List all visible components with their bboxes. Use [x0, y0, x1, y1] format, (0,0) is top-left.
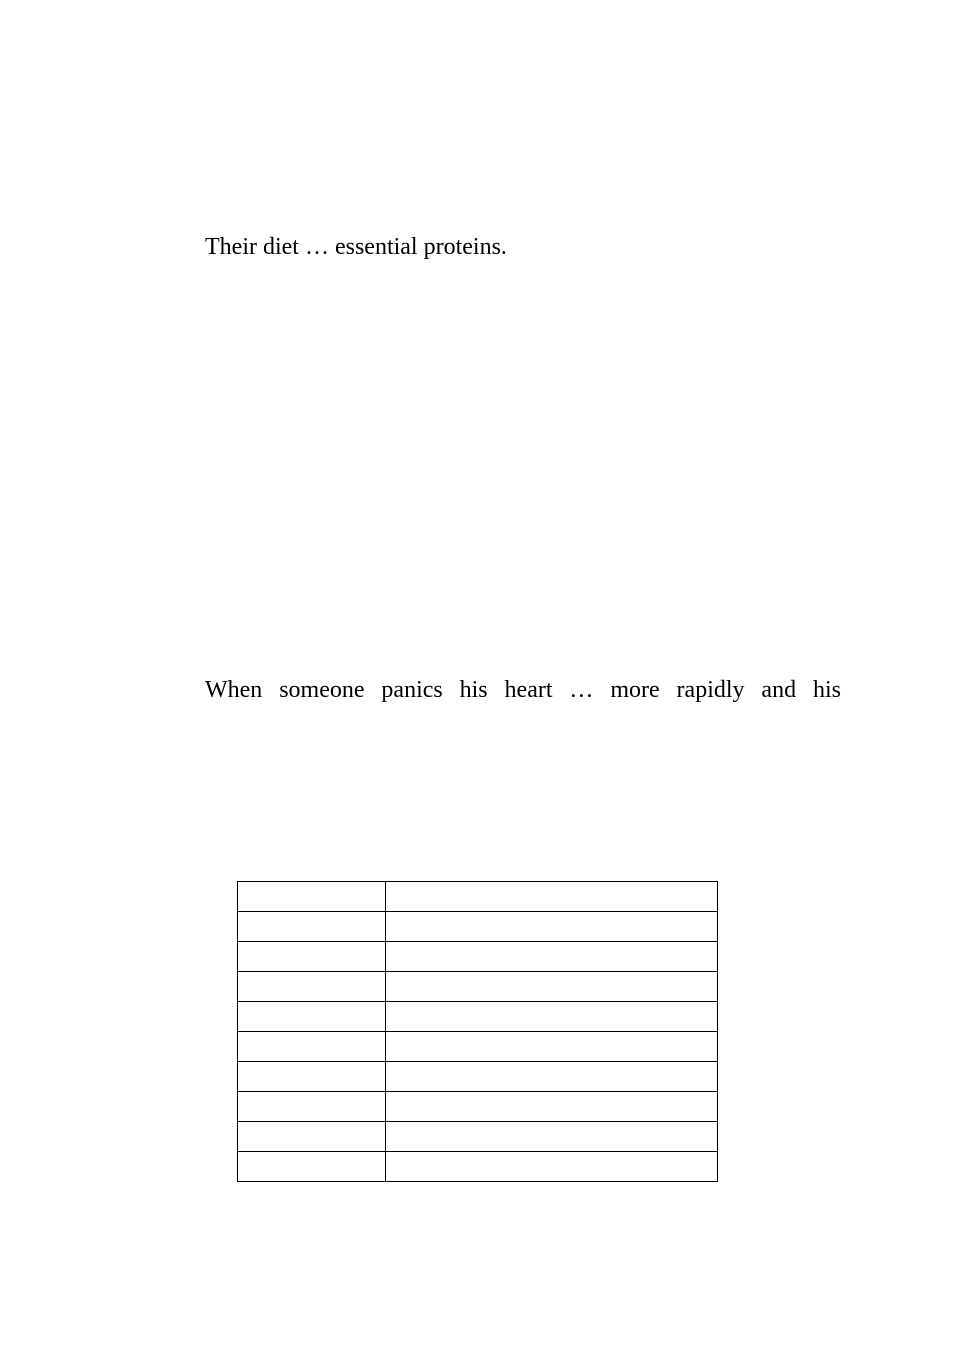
table-row	[238, 912, 718, 942]
table-cell	[386, 1062, 718, 1092]
table-row	[238, 942, 718, 972]
table-cell	[238, 882, 386, 912]
answer-table	[237, 881, 718, 1182]
table-cell	[238, 1122, 386, 1152]
table-cell	[386, 1122, 718, 1152]
table-row	[238, 972, 718, 1002]
table-cell	[238, 1062, 386, 1092]
table-cell	[238, 1092, 386, 1122]
table-cell	[238, 1002, 386, 1032]
table-cell	[238, 1032, 386, 1062]
table-cell	[386, 912, 718, 942]
table-cell	[386, 972, 718, 1002]
table-cell	[386, 1002, 718, 1032]
table-row	[238, 1092, 718, 1122]
table-cell	[238, 972, 386, 1002]
table-cell	[386, 1032, 718, 1062]
table-row	[238, 1062, 718, 1092]
table-row	[238, 1152, 718, 1182]
table-row	[238, 1032, 718, 1062]
table-row	[238, 882, 718, 912]
table-cell	[386, 882, 718, 912]
table-cell	[386, 1092, 718, 1122]
table-cell	[238, 912, 386, 942]
table-cell	[238, 1152, 386, 1182]
table-cell	[386, 942, 718, 972]
table-row	[238, 1122, 718, 1152]
table-row	[238, 1002, 718, 1032]
table-cell	[238, 942, 386, 972]
table-cell	[386, 1152, 718, 1182]
sentence-diet: Their diet … essential proteins.	[205, 234, 507, 260]
sentence-heart: When someone panics his heart … more rapidly and his	[205, 677, 841, 703]
